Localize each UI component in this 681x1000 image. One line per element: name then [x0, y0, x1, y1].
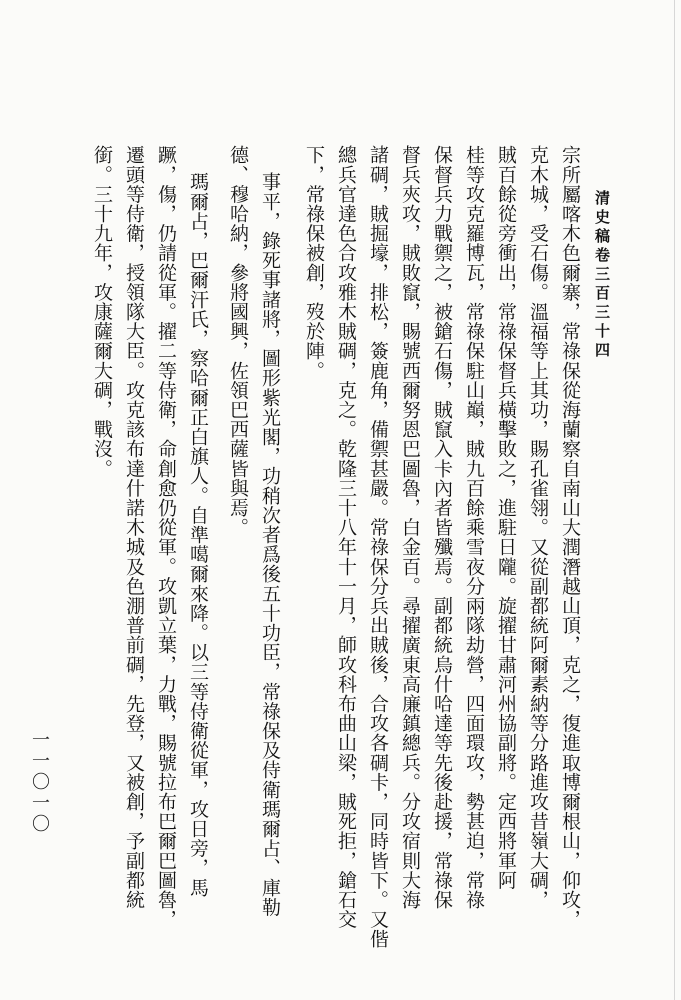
text-column: 宗所屬喀木色爾寨，常祿保從海蘭察自南山大潤潛越山頂，克之，復進取博爾根山，仰攻，	[559, 145, 581, 929]
text-column: 賊百餘從旁衝出，常祿保督兵橫擊敗之，進駐日隴。旋擢甘肅河州協副將。定西將軍阿	[495, 145, 517, 890]
text-column: 督兵夾攻，賊敗竄，賜號西爾努恩巴圖魯，白金百。尋擢廣東高廉鎮總兵。分攻宿則大海	[399, 145, 421, 910]
text-column: 事平，錄死事諸將，圖形紫光閣，功稍次者爲後五十功臣，常祿保及侍衛瑪爾占、庫勒	[259, 172, 281, 917]
text-column: 德、穆哈納，參將國興，佐領巴西薩皆與焉。	[227, 145, 249, 537]
text-column: 蹶，傷，仍請從軍。擢二等侍衛，命創愈仍從軍。攻凱立葉，力戰，賜號拉布巴爾巴圖魯，	[155, 145, 177, 929]
page-number: 一一〇一〇	[29, 730, 50, 835]
scan-edge-line	[674, 0, 675, 1000]
text-column: 銜。三十九年，攻康薩爾大碉，戰沒。	[91, 145, 113, 479]
text-column: 保督兵力戰禦之，被鎗石傷，賊竄入卡內者皆殲焉。副都統烏什哈達等先後赴援，常祿保	[431, 145, 453, 910]
book-title-header: 清史稿卷三百三十四	[593, 190, 611, 361]
text-column: 瑪爾占，巴爾汗氏，察哈爾正白旗人。自準噶爾來降。以三等侍衛從軍，攻日旁，馬	[187, 172, 209, 898]
text-column: 遷頭等侍衛，授領隊大臣。攻克該布達什諾木城及色淜普前碉，先登，又被創，予副都統	[123, 145, 145, 910]
text-column: 克木城，受石傷。溫福等上其功，賜孔雀翎。又從副都統阿爾素納等分路進攻昔嶺大碉，	[527, 145, 549, 910]
text-column: 諸碉，賊掘壕，排松，簽鹿角，備禦甚嚴。常祿保分兵出賊後，合攻各碉卡，同時皆下。又偕	[367, 145, 389, 949]
text-column: 下，常祿保被創，歿於陣。	[303, 145, 325, 381]
text-column: 桂等攻克羅博瓦，常祿保駐山巔，賊九百餘乘雪夜分兩隊劫營，四面環攻，勢甚迫，常祿	[463, 145, 485, 910]
text-column: 總兵官達色合攻雅木賊碉，克之。乾隆三十八年十一月，師攻科布曲山梁，賊死拒，鎗石交	[335, 145, 357, 929]
